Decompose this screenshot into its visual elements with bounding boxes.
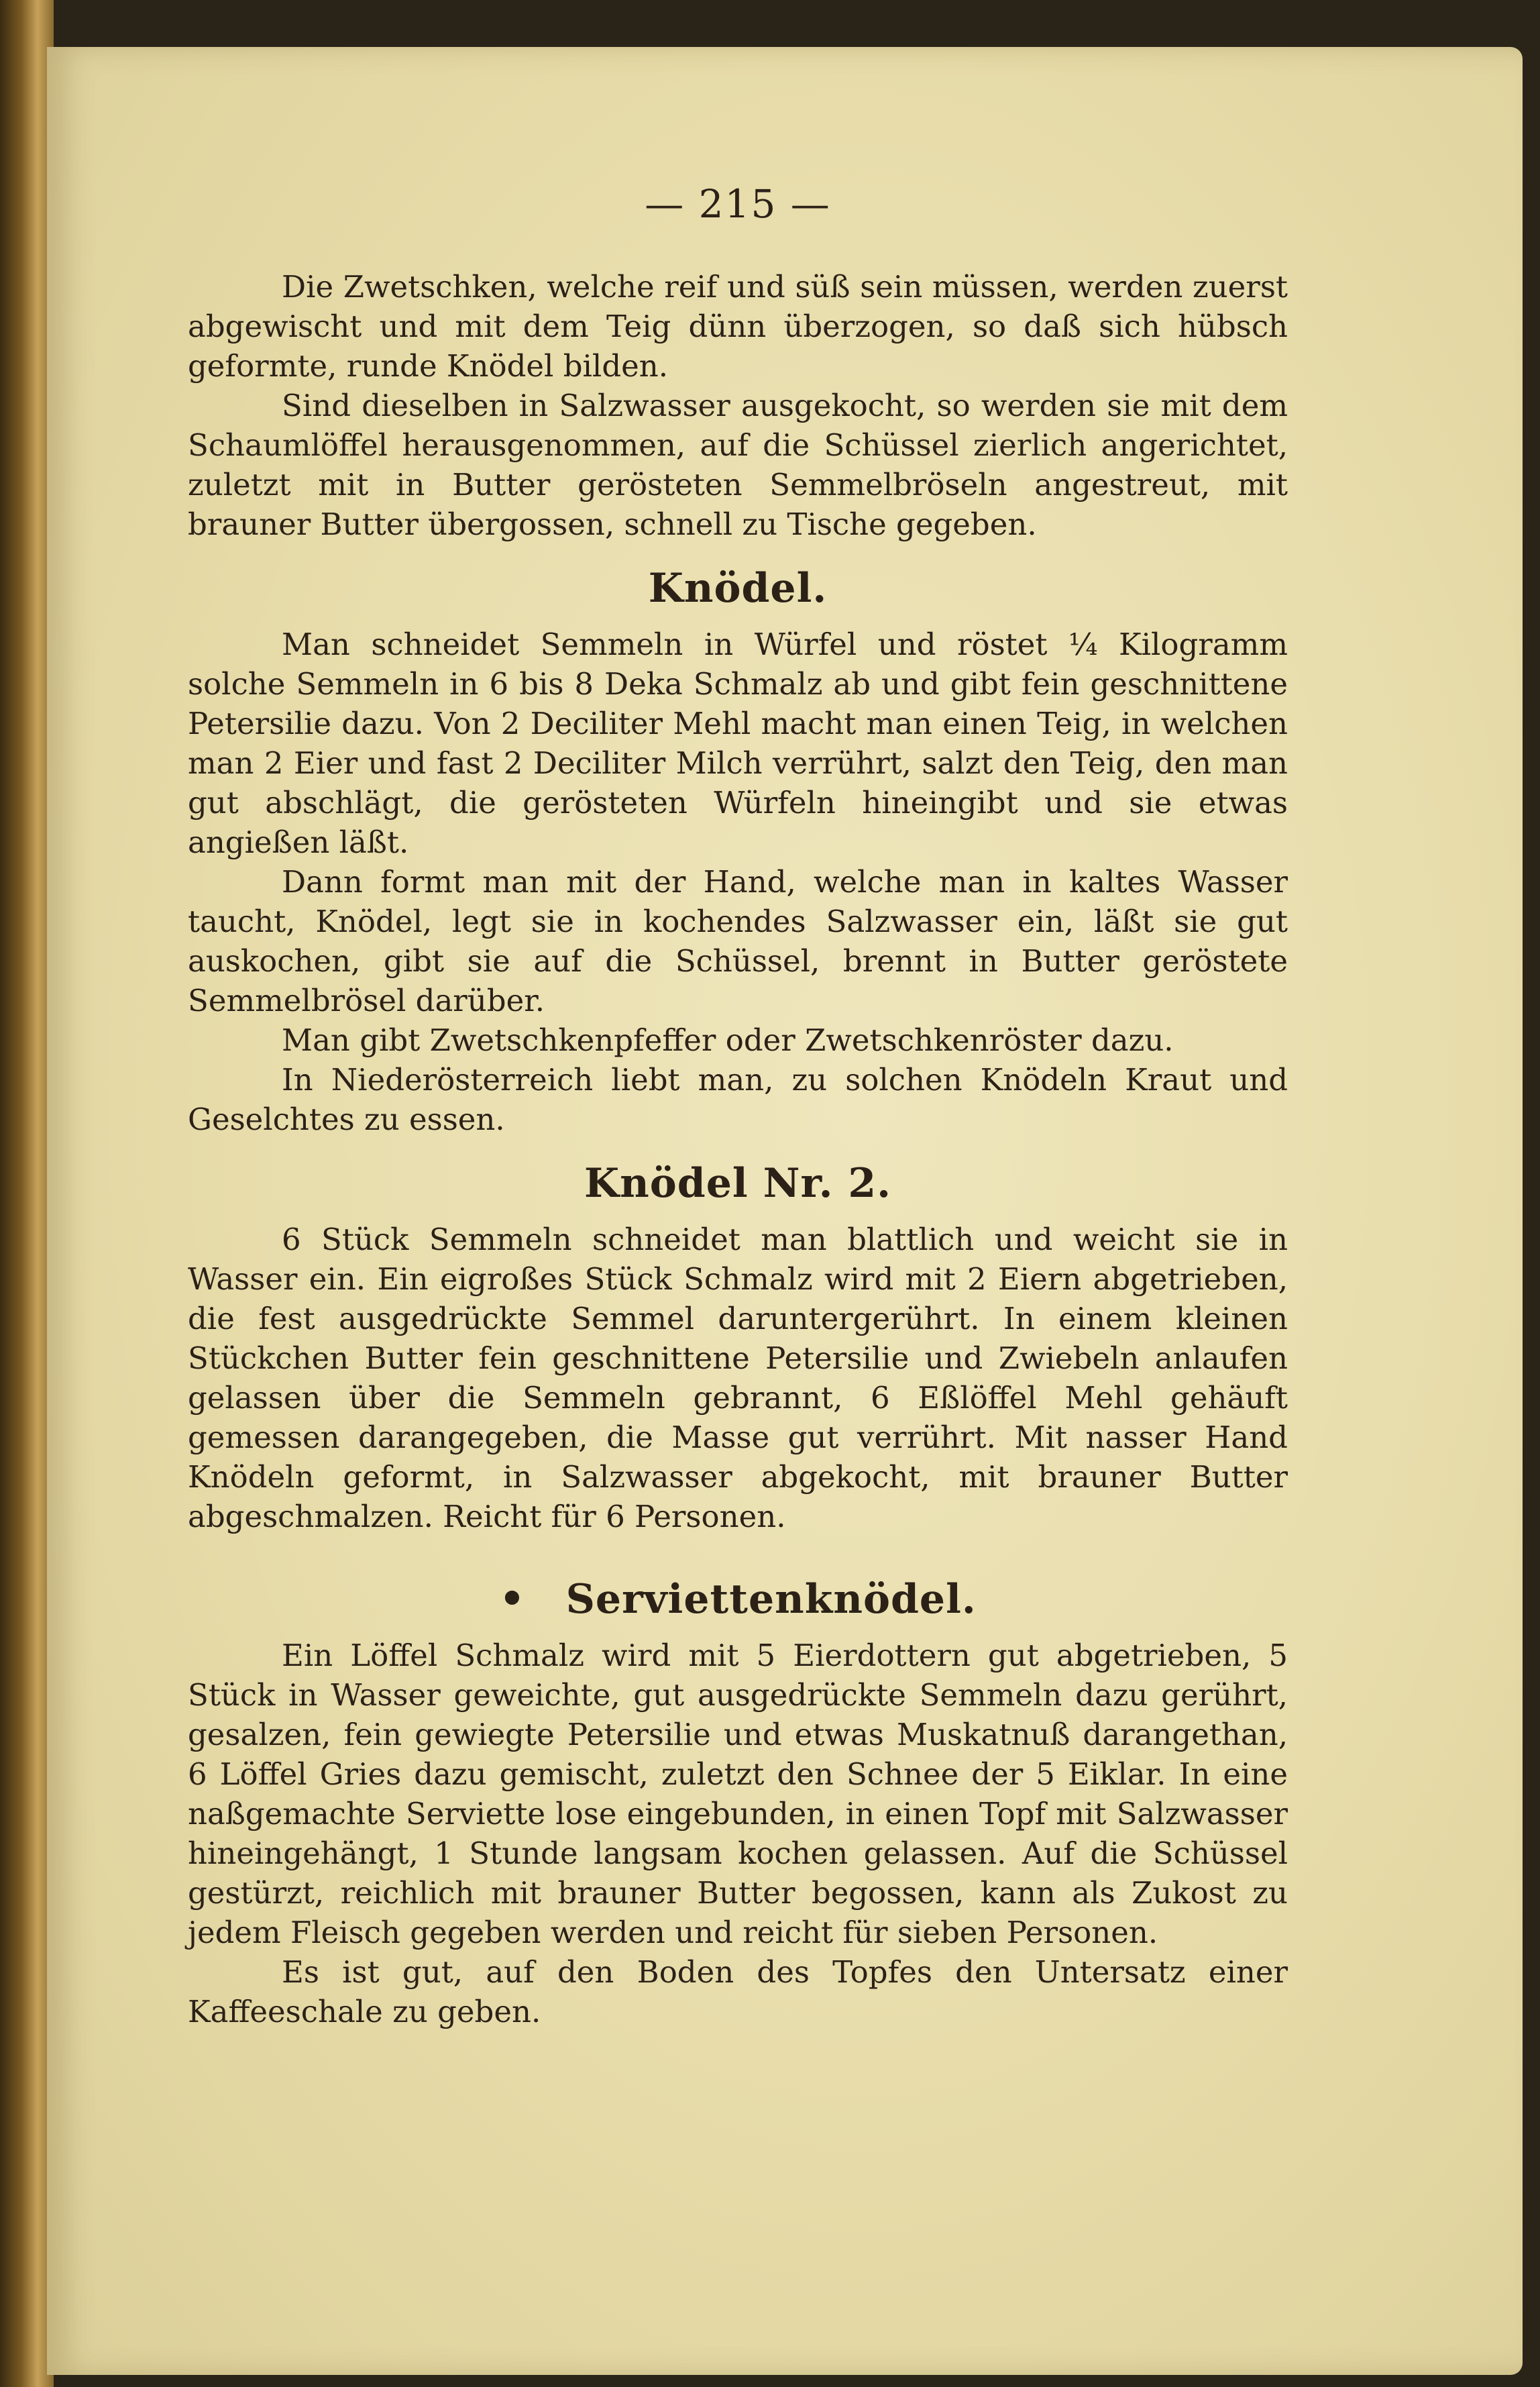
knoedel-paragraph-4: In Niederösterreich liebt man, zu solchen Knödeln Kraut und Geselchtes zu essen. (188, 1062, 1288, 1137)
bullet-mark: • (499, 1576, 526, 1623)
section-title-knoedel: Knödel. (648, 565, 828, 612)
page-number: — 215 — (645, 181, 831, 227)
book-page (47, 47, 1523, 2375)
knoedel-paragraph-2: Dann formt man mit der Hand, welche man in kaltes Wasser taucht, Knödel, legt sie in kochendes Salzwasser ein, läßt sie gut auskochen, gibt sie auf die Schüssel, brennt in Butter geröstete Semmelbrösel darüber. (188, 864, 1288, 1018)
knoedel-paragraph-3: Man gibt Zwetschkenpfeffer oder Zwetschkenröster dazu. (282, 1022, 1174, 1058)
knoedel-nr2-paragraph: 6 Stück Semmeln schneidet man blattlich und weicht sie in Wasser ein. Ein eigroßes Stück Schmalz wird mit 2 Eiern abgetrieben, die fest ausgedrückte Semmel daruntergerührt. In einem kleinen Stückchen Butter fein geschnittene Petersilie und Zwiebeln anlaufen gelassen über die Semmeln gebrannt, 6 Eßlöffel Mehl gehäuft gemessen darangegeben, die Masse gut verrührt. Mit nasser Hand Knödeln geformt, in Salzwasser abgekocht, mit brauner Butter abgeschmalzen. Reicht für 6 Personen. (188, 1222, 1288, 1534)
serviettenknoedel-title-text: Serviettenknödel. (565, 1576, 977, 1623)
section-title-serviettenknoedel (188, 1573, 1288, 1626)
page-content (188, 181, 1288, 2031)
section-title-knoedel-nr2: Knödel Nr. 2. (584, 1160, 891, 1207)
serviettenknoedel-paragraph-2: Es ist gut, auf den Boden des Topfes den Untersatz einer Kaffeeschale zu geben. (188, 1954, 1288, 2029)
knoedel-paragraph-1: Man schneidet Semmeln in Würfel und röstet ¼ Kilogramm solche Semmeln in 6 bis 8 Deka Schmalz ab und gibt fein geschnittene Petersilie dazu. Von 2 Deciliter Mehl macht man einen Teig, in welchen man 2 Eier und fast 2 Deciliter Milch verrührt, salzt den Teig, den man gut abschlägt, die gerösteten Würfeln hineingibt und sie etwas angießen läßt. (188, 627, 1288, 860)
serviettenknoedel-paragraph-1: Ein Löffel Schmalz wird mit 5 Eierdottern gut abgetrieben, 5 Stück in Wasser geweichte, gut ausgedrückte Semmeln dazu gerührt, gesalzen, fein gewiegte Petersilie und etwas Muskatnuß darangethan, 6 Löffel Gries dazu gemischt, zuletzt den Schnee der 5 Eiklar. In eine naßgemachte Serviette lose eingebunden, in einen Topf mit Salzwasser hineingehängt, 1 Stunde langsam kochen gelassen. Auf die Schüssel gestürzt, reichlich mit brauner Butter begossen, kann als Zukost zu jedem Fleisch gegeben werden und reicht für sieben Personen. (188, 1638, 1288, 1950)
intro-paragraph-1: Die Zwetschken, welche reif und süß sein müssen, werden zuerst abgewischt und mit dem Teig dünn überzogen, so daß sich hübsch geformte, runde Knödel bilden. (188, 269, 1288, 384)
book-spine (0, 0, 54, 2387)
intro-paragraph-2: Sind dieselben in Salzwasser ausgekocht, so werden sie mit dem Schaumlöffel herausgenommen, auf die Schüssel zierlich angerichtet, zuletzt mit in Butter gerösteten Semmelbröseln angestreut, mit brauner Butter übergossen, schnell zu Tische gegeben. (188, 388, 1288, 542)
